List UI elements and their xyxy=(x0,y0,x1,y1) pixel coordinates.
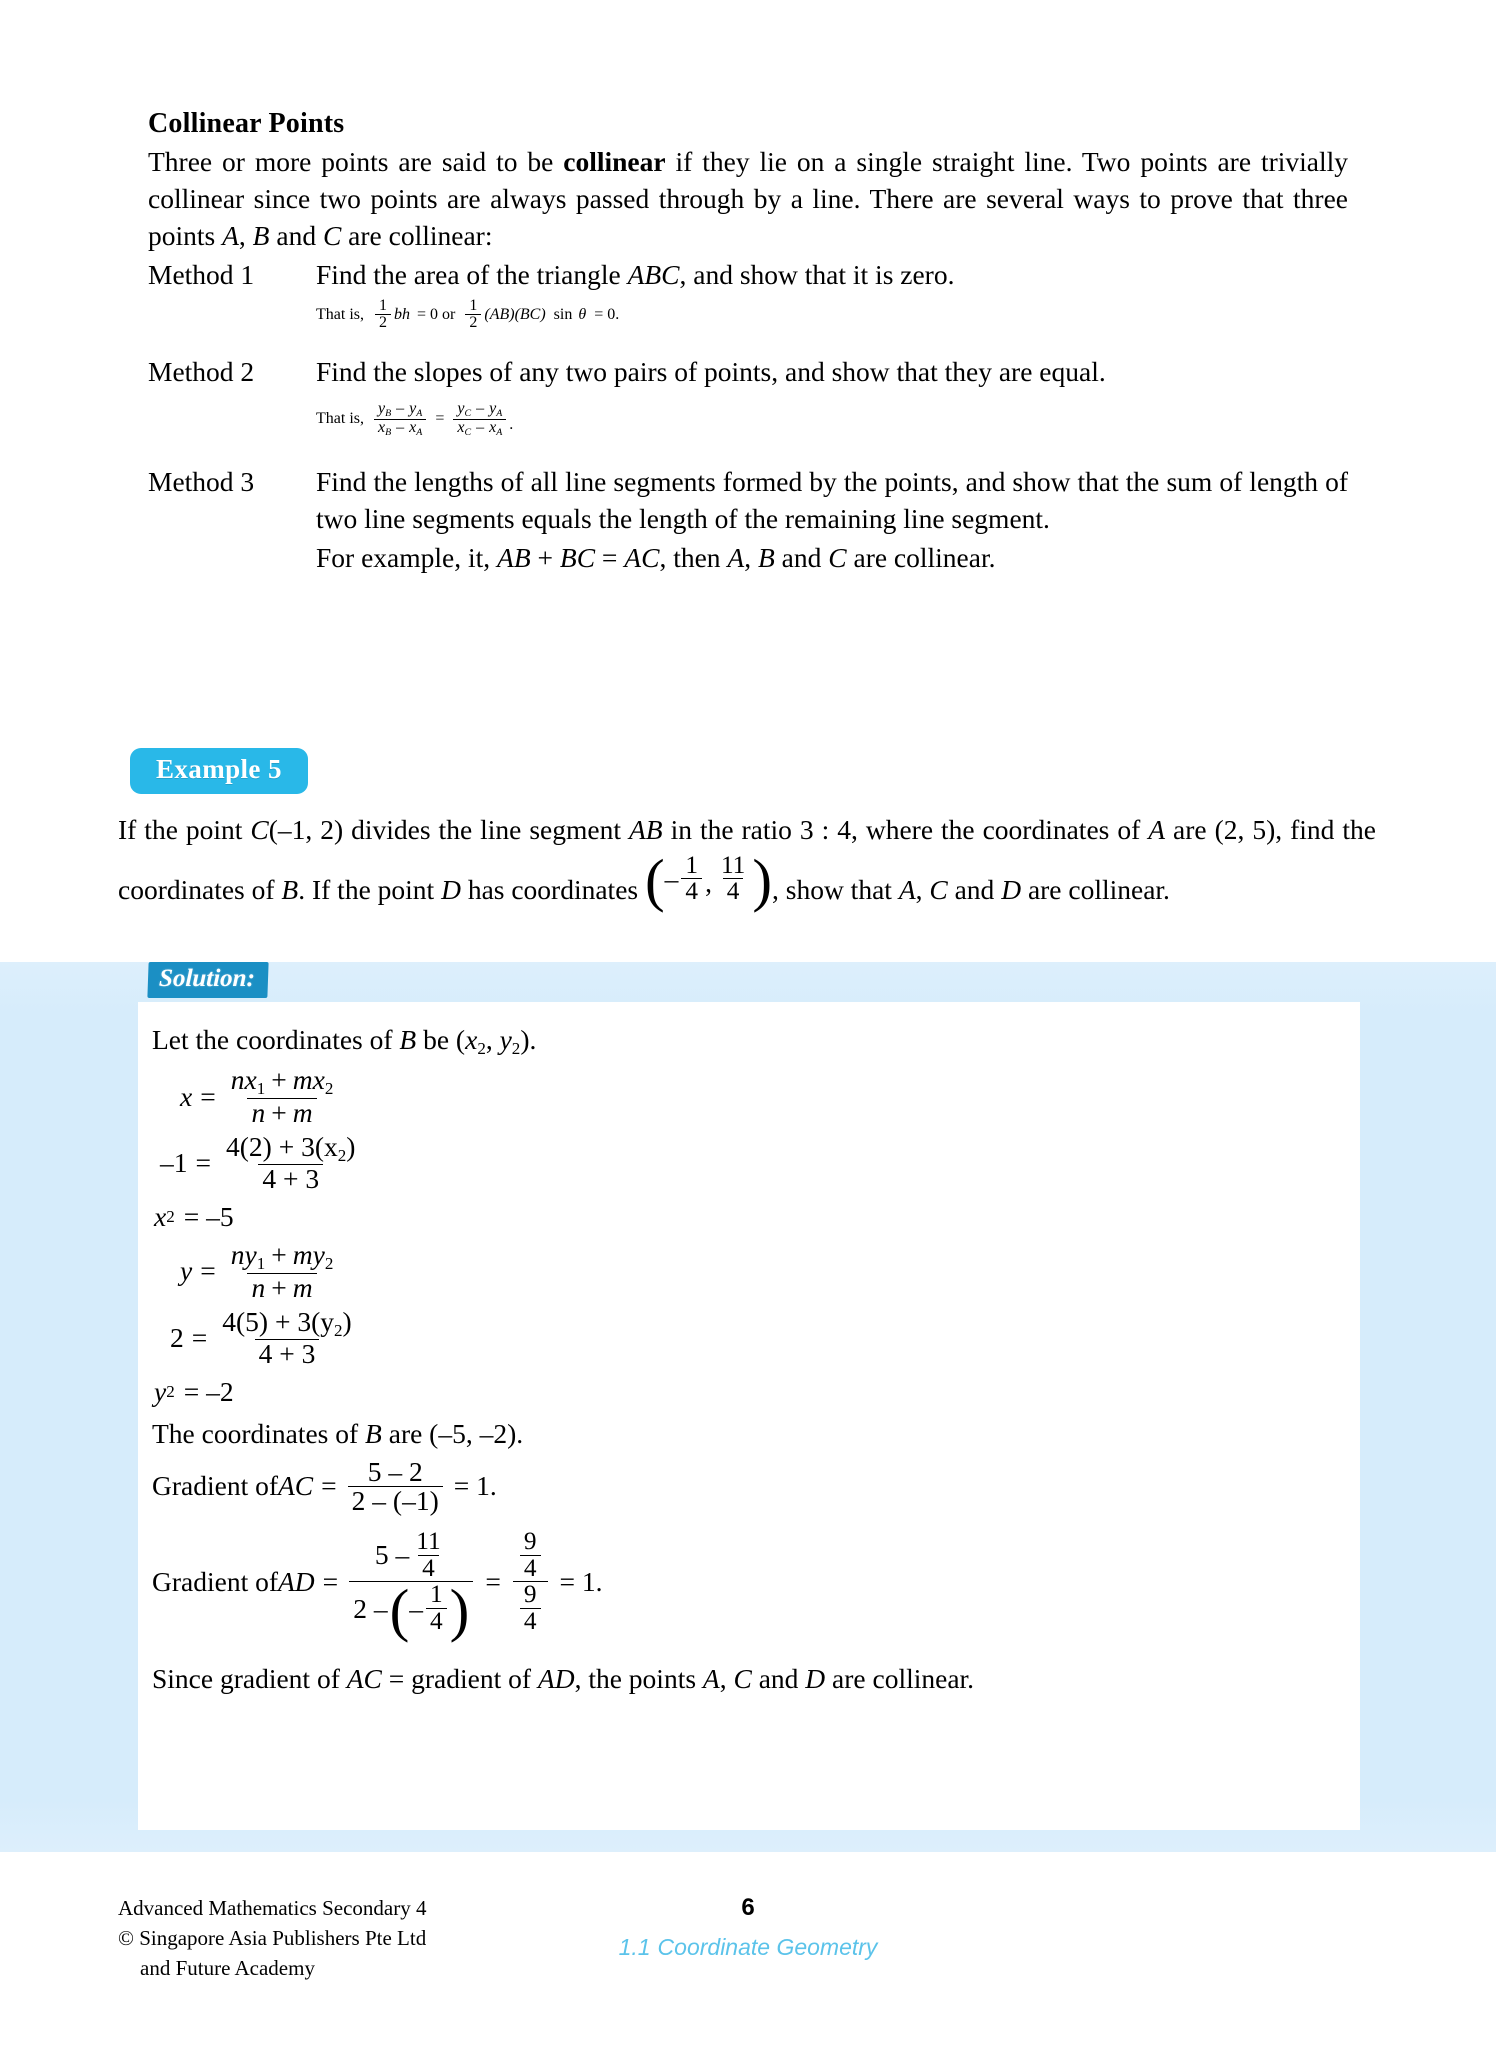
coordinate-pair-d xyxy=(644,847,772,914)
gradient-ac-result: = 1. xyxy=(453,1470,497,1502)
m-var: m xyxy=(292,1271,313,1303)
close-paren: ) xyxy=(346,1130,356,1162)
and-text: and xyxy=(751,1662,806,1694)
fraction-denominator xyxy=(247,1273,316,1302)
fraction-numerator: 11 xyxy=(416,1526,441,1555)
two-value: 2 xyxy=(170,1322,184,1353)
fraction-numerator xyxy=(374,401,426,419)
page-number: 6 xyxy=(741,1894,755,1921)
then-text: , then xyxy=(659,541,728,573)
subscript-2: 2 xyxy=(511,1039,521,1059)
question-text-2: (–1, 2) divides the line segment xyxy=(268,814,629,845)
question-text-1: If the point xyxy=(118,814,251,845)
example-question xyxy=(118,808,1376,912)
method-1-row xyxy=(148,257,1348,294)
fraction-numerator: 11 xyxy=(720,850,746,879)
comma: , xyxy=(485,1024,500,1055)
subscript-2: 2 xyxy=(324,1254,334,1274)
example-lead: For example, it, xyxy=(316,541,498,573)
fraction-denominator xyxy=(453,419,506,438)
subscript-a: A xyxy=(496,407,503,419)
subscript-1: 1 xyxy=(256,1079,266,1099)
plus-sign: + xyxy=(271,1096,287,1128)
method-1-label: Method 1 xyxy=(148,258,255,290)
minus-one: –1 xyxy=(160,1147,188,1179)
question-text-8: , xyxy=(915,873,930,905)
period-mark: . xyxy=(509,416,514,434)
m-var: m xyxy=(292,1239,313,1271)
plus-sign: + xyxy=(271,1064,287,1096)
subscript-1: 1 xyxy=(256,1254,266,1274)
method-2-text: Find the slopes of any two pairs of points, and show that they are equal. xyxy=(316,355,1106,387)
fraction-one-quarter xyxy=(426,1582,447,1635)
y-var: y xyxy=(499,1024,512,1055)
method-1-formula-lead: That is, xyxy=(316,305,364,323)
solution-content xyxy=(152,1022,1332,1699)
point-c: C xyxy=(322,219,342,251)
minus-sign: – xyxy=(476,418,485,436)
method-3-row xyxy=(148,464,1348,577)
denominator-whole: 2 – xyxy=(353,1592,388,1624)
y-var: y xyxy=(154,1376,167,1408)
m-var: m xyxy=(292,1064,313,1096)
comma: , xyxy=(719,1662,734,1694)
segment-ab: AB xyxy=(497,541,531,573)
subscript-2: 2 xyxy=(324,1079,334,1099)
coords-text-1: The coordinates of xyxy=(152,1417,366,1449)
footer-academy: and Future Academy xyxy=(140,1955,315,1980)
segment-ab: AB xyxy=(628,814,663,845)
y-var: y xyxy=(409,399,417,417)
question-text-3: in the ratio 3 : 4, where the coordinates of xyxy=(662,814,1149,845)
segment-ad: AD xyxy=(278,1565,315,1597)
main-content xyxy=(148,108,1348,577)
x-var: x xyxy=(312,1064,325,1096)
subscript-c: C xyxy=(464,407,472,419)
point-c: C xyxy=(250,814,269,845)
triangle-abc: ABC xyxy=(627,258,680,290)
fraction-section-formula-y xyxy=(227,1241,338,1302)
fraction-one-half-a xyxy=(375,298,391,332)
x-var: x xyxy=(457,418,465,436)
subscript-b: B xyxy=(385,407,392,419)
subscript-2: 2 xyxy=(166,1207,175,1227)
question-text-6: has coordinates xyxy=(460,873,645,905)
y-var: y xyxy=(312,1239,325,1271)
fraction-numerator xyxy=(227,1241,338,1272)
point-a: A xyxy=(727,541,745,573)
fraction-section-formula-x xyxy=(227,1066,338,1127)
right-paren: ) xyxy=(752,847,772,914)
collinear-text: are collinear. xyxy=(846,541,996,573)
fraction-numerator xyxy=(453,401,506,419)
x-var: x xyxy=(180,1080,193,1112)
fraction-numerator: 5 – 2 xyxy=(367,1455,423,1487)
solution-conclusion xyxy=(152,1661,1332,1697)
fraction-numerator: 1 xyxy=(379,296,387,314)
numerator-whole: 5 – xyxy=(374,1539,410,1570)
method-3-description: Find the lengths of all line segments formed by the points, and show that the sum of length of two line segments equals the length of the remaining line segment. xyxy=(316,465,1348,534)
fraction-numerator xyxy=(371,1526,452,1582)
method-3-label: Method 3 xyxy=(148,465,255,497)
conclusion-text-3: , the points xyxy=(574,1662,703,1694)
slope-fraction-ca xyxy=(453,401,506,438)
ab-bc-product: (AB)(BC) xyxy=(484,305,546,323)
y-var: y xyxy=(489,399,497,417)
plus-sign: + xyxy=(530,541,560,573)
segment-ac: AC xyxy=(278,1470,314,1502)
equation-y2-result xyxy=(152,1374,1332,1410)
fraction-nine-quarters-top xyxy=(520,1526,541,1582)
plus-sign: + xyxy=(271,1239,287,1271)
point-c: C xyxy=(929,873,948,905)
method-2-formula-lead: That is, xyxy=(316,410,364,428)
method-1-text xyxy=(316,257,1348,294)
let-text-3: ). xyxy=(520,1024,537,1055)
conclusion-text-4: are collinear. xyxy=(825,1662,975,1694)
theta-symbol: θ xyxy=(578,305,587,323)
question-text-4: are (2, 5), find the coordinates of xyxy=(118,814,1376,905)
subscript-2: 2 xyxy=(334,1320,343,1340)
solution-coordinates-b xyxy=(152,1416,1332,1452)
example-badge: Example 5 xyxy=(130,748,308,794)
intro-sep-1: , xyxy=(238,219,253,251)
minus-sign: – xyxy=(396,399,405,417)
point-a: A xyxy=(898,873,916,905)
point-d: D xyxy=(1001,873,1022,905)
equals-sign: = xyxy=(191,1322,208,1353)
footer-publisher: © Singapore Asia Publishers Pte Ltd xyxy=(118,1925,427,1950)
page-title: Collinear Points xyxy=(148,108,345,139)
point-a: A xyxy=(702,1662,720,1694)
point-b: B xyxy=(365,1417,382,1449)
let-text-1: Let the coordinates of xyxy=(152,1024,400,1055)
point-b: B xyxy=(252,219,270,251)
numerator-expression: 4(5) + 3(y xyxy=(222,1305,334,1337)
chapter-number: 1.1 xyxy=(618,1934,651,1960)
let-text-2: be ( xyxy=(416,1024,466,1055)
x-var: x xyxy=(465,1024,478,1055)
equation-x2-result xyxy=(152,1199,1332,1235)
close-paren: ) xyxy=(342,1305,352,1337)
subscript-a: A xyxy=(416,426,423,438)
fraction-numerator xyxy=(227,1066,338,1097)
n-var: n xyxy=(251,1271,266,1303)
gradient-label: Gradient of xyxy=(152,1565,278,1597)
equals-sign: = xyxy=(195,1147,212,1179)
bh-term: bh xyxy=(394,305,410,323)
conclusion-text-2: = gradient of xyxy=(381,1662,538,1694)
left-paren: ( xyxy=(644,847,665,914)
fraction-one-half-b xyxy=(465,298,481,332)
fraction-numerator: 1 xyxy=(685,850,699,879)
fraction-denominator xyxy=(349,1577,473,1644)
intro-keyword-collinear: collinear xyxy=(563,146,666,177)
fraction-numerator: 1 xyxy=(469,296,478,314)
point-a: A xyxy=(222,219,239,251)
y-var: y xyxy=(180,1255,193,1287)
segment-ac: AC xyxy=(624,541,660,573)
equals-sign-2: = xyxy=(485,1565,501,1597)
coords-text-2: are (–5, –2). xyxy=(381,1417,524,1449)
point-c: C xyxy=(733,1662,752,1694)
y-var: y xyxy=(378,399,386,417)
intro-text-3: are collinear: xyxy=(341,219,493,251)
y-var: y xyxy=(244,1239,257,1271)
negative-sign: – xyxy=(409,1592,423,1624)
comma: , xyxy=(744,541,758,573)
equation-x-formula xyxy=(152,1066,1332,1127)
fraction-numerator xyxy=(513,1526,548,1582)
solution-line-let xyxy=(152,1022,1332,1060)
x-var: x xyxy=(154,1201,167,1233)
x2-value: = –5 xyxy=(183,1201,234,1233)
segment-bc: BC xyxy=(559,541,596,573)
minus-sign: – xyxy=(476,399,485,417)
fraction-eleven-quarters xyxy=(412,1526,444,1582)
fraction-denominator xyxy=(513,1581,548,1635)
fraction-nine-quarters-over-nine-quarters xyxy=(513,1526,548,1636)
left-paren: ( xyxy=(389,1577,410,1644)
page-footer xyxy=(0,1890,1496,2046)
fraction-denominator xyxy=(247,1098,316,1127)
equation-gradient-ac xyxy=(152,1455,1332,1516)
question-text-9: and xyxy=(947,873,1002,905)
footer-chapter xyxy=(0,1934,1496,1961)
fraction-denominator xyxy=(374,419,426,438)
n-var: n xyxy=(251,1096,266,1128)
question-text-5: . If the point xyxy=(298,873,442,905)
fraction-denominator: 2 xyxy=(465,314,481,331)
fraction-y-substituted xyxy=(218,1305,355,1370)
chapter-title: Coordinate Geometry xyxy=(657,1934,878,1960)
fraction-denominator: 2 – (–1) xyxy=(348,1486,443,1515)
subscript-2: 2 xyxy=(477,1039,486,1059)
intro-text-2: if they lie on a single straight line. Two points are trivially collinear since two points are always passed through by a line. There are several ways to prove that three points xyxy=(148,146,1349,251)
equals-sign: = xyxy=(322,1565,339,1597)
point-b: B xyxy=(281,873,299,905)
subscript-a: A xyxy=(416,407,423,419)
sin-label: sin xyxy=(553,305,573,323)
fraction-denominator: 4 xyxy=(418,1555,439,1582)
method-3-text xyxy=(316,464,1348,577)
point-a: A xyxy=(1148,814,1166,845)
method-1-text-after: , and show that it is zero. xyxy=(679,258,955,290)
right-paren: ) xyxy=(449,1577,470,1644)
fraction-denominator: 4 + 3 xyxy=(255,1339,320,1368)
equation-x-substituted xyxy=(152,1130,1332,1195)
fraction-numerator: 9 xyxy=(523,1580,537,1609)
x-var: x xyxy=(378,418,386,436)
n-var: n xyxy=(230,1239,245,1271)
fraction-denominator: 4 xyxy=(520,1555,541,1582)
x-var: x xyxy=(489,418,497,436)
fraction-denominator: 4 xyxy=(723,878,744,905)
method-2-row xyxy=(148,354,1348,391)
equals-sign: = xyxy=(321,1470,337,1502)
fraction-numerator: 9 xyxy=(523,1526,537,1555)
equation-gradient-ad xyxy=(152,1526,1332,1644)
fraction-numerator: 1 xyxy=(430,1580,443,1609)
x-var: x xyxy=(244,1064,257,1096)
method-2-label: Method 2 xyxy=(148,355,255,387)
point-d: D xyxy=(441,873,461,905)
equals-sign: = xyxy=(595,541,625,573)
fraction-numerator xyxy=(222,1130,359,1165)
fraction-numerator xyxy=(218,1305,355,1340)
fraction-denominator: 4 xyxy=(426,1608,447,1635)
gradient-ad-result: = 1. xyxy=(559,1565,603,1597)
equation-y-formula xyxy=(152,1241,1332,1302)
fraction-denominator: 4 + 3 xyxy=(258,1164,323,1193)
y-var: y xyxy=(457,399,465,417)
subscript-b: B xyxy=(385,426,392,438)
x-var: x xyxy=(409,418,417,436)
gradient-label: Gradient of xyxy=(152,1470,278,1502)
point-d: D xyxy=(805,1662,826,1694)
slope-fraction-ba xyxy=(374,401,426,438)
subscript-c: C xyxy=(464,426,472,438)
fraction-denominator: 2 xyxy=(375,314,391,331)
fraction-gradient-ac xyxy=(348,1455,443,1516)
negative-sign: – xyxy=(664,862,679,894)
equation-y-substituted xyxy=(152,1305,1332,1370)
question-text-10: are collinear. xyxy=(1021,873,1170,905)
method-1-formula xyxy=(148,298,1348,332)
subscript-a: A xyxy=(496,426,503,438)
subscript-2: 2 xyxy=(337,1145,347,1165)
intro-sep-2: and xyxy=(269,219,323,251)
fraction-nine-quarters-bottom xyxy=(520,1582,541,1635)
numerator-expression: 4(2) + 3(x xyxy=(226,1130,338,1162)
fraction-denominator: 4 xyxy=(681,878,702,905)
and-text: and xyxy=(774,541,829,573)
m-var: m xyxy=(292,1096,313,1128)
solution-tab-label: Solution: xyxy=(147,962,268,998)
equals-sign: = xyxy=(200,1255,216,1287)
segment-ad: AD xyxy=(537,1662,575,1694)
method-3-example xyxy=(316,540,1348,577)
plus-sign: + xyxy=(271,1271,287,1303)
point-b: B xyxy=(757,541,775,573)
subscript-2: 2 xyxy=(166,1381,175,1401)
fraction-eleven-quarters xyxy=(717,850,749,906)
equals-sign: = xyxy=(200,1080,216,1112)
method-2-formula xyxy=(148,401,1348,438)
segment-ac: AC xyxy=(346,1662,382,1694)
fraction-one-quarter xyxy=(681,850,702,906)
question-text-7: , show that xyxy=(772,873,899,905)
fraction-x-substituted xyxy=(222,1130,359,1195)
fraction-gradient-ad-complex xyxy=(349,1526,473,1644)
footer-book-title: Advanced Mathematics Secondary 4 xyxy=(118,1896,427,1920)
intro-paragraph xyxy=(148,144,1348,255)
method-1-text-before: Find the area of the triangle xyxy=(316,258,628,290)
point-c: C xyxy=(828,541,847,573)
method-1-eq-end: = 0. xyxy=(594,305,620,323)
intro-text-1: Three or more points are said to be xyxy=(148,146,564,177)
y2-value: = –2 xyxy=(183,1376,234,1408)
point-b: B xyxy=(399,1024,417,1055)
minus-sign: – xyxy=(396,418,405,436)
equals-sign: = xyxy=(435,410,445,428)
method-1-eq-1: = 0 or xyxy=(417,305,456,323)
fraction-denominator: 4 xyxy=(520,1608,541,1635)
coordinate-comma: , xyxy=(705,866,712,898)
n-var: n xyxy=(230,1064,245,1096)
conclusion-text-1: Since gradient of xyxy=(152,1662,347,1694)
